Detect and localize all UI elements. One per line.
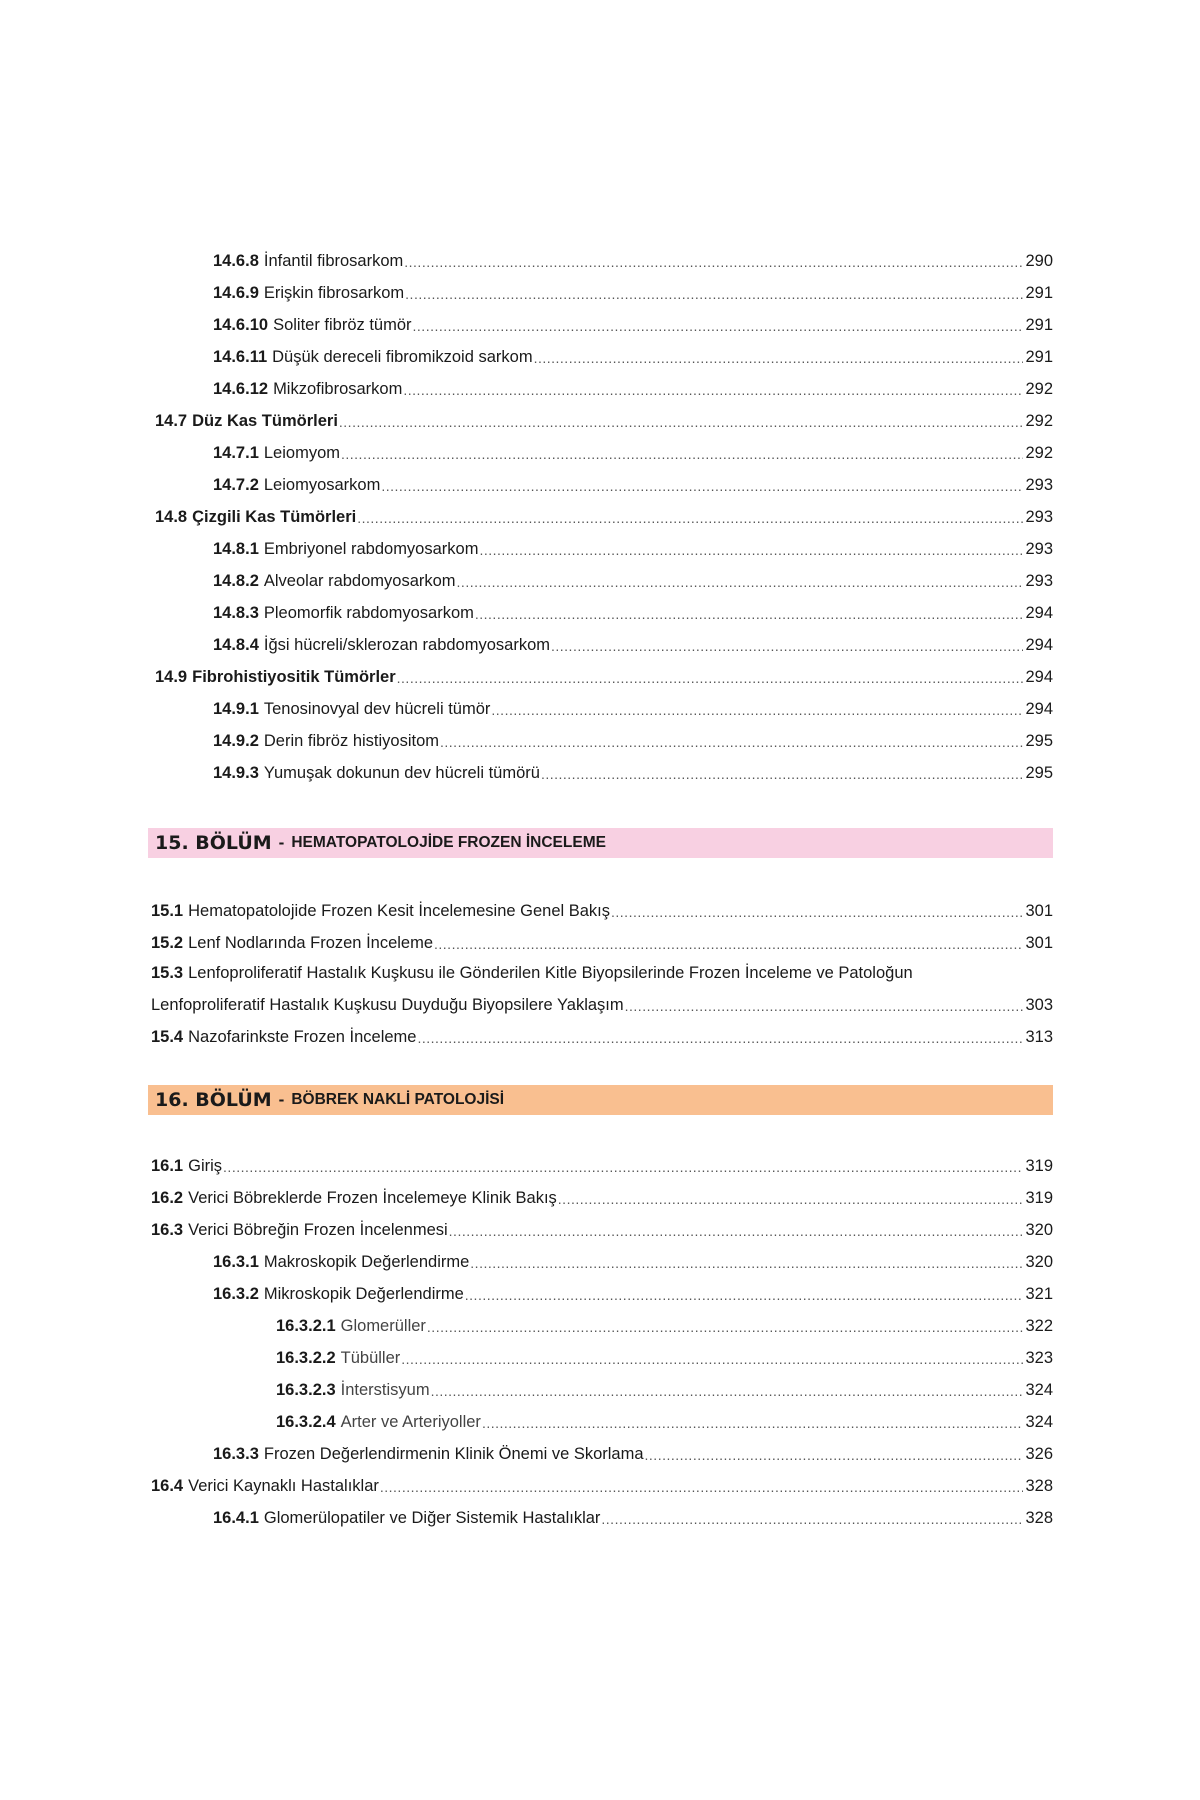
- leader-dots: [417, 1028, 1023, 1048]
- toc-entry-page: 295: [1025, 732, 1053, 750]
- toc-entry-number: 14.7.1: [213, 444, 259, 462]
- leader-dots: [541, 764, 1024, 784]
- toc-entry-title: Leiomyosarkom: [263, 476, 381, 494]
- toc-entry-number: 14.8.2: [213, 572, 259, 590]
- leader-dots: [491, 700, 1023, 720]
- toc-entry-number: 14.6.12: [213, 380, 269, 398]
- toc-entry-page: 295: [1025, 764, 1053, 782]
- toc-entry-number: 16.3.3: [213, 1445, 259, 1463]
- toc-entry-number: 16.4.1: [213, 1509, 259, 1527]
- toc-entry-page: 328: [1025, 1509, 1053, 1527]
- toc-entry-number: 16.3.2: [213, 1285, 259, 1303]
- chapter-number: 15. BÖLÜM: [155, 832, 272, 854]
- leader-dots: [223, 1157, 1023, 1177]
- toc-entry-title: Frozen Değerlendirmenin Klinik Önemi ve Skorlama: [263, 1445, 644, 1463]
- leader-dots: [601, 1509, 1023, 1529]
- toc-entry-number: 14.8.4: [213, 636, 259, 654]
- toc-entry[interactable]: [213, 568, 1053, 592]
- toc-entry-page: 324: [1025, 1381, 1053, 1399]
- leader-dots: [405, 284, 1023, 304]
- toc-entry-page: 323: [1025, 1349, 1053, 1367]
- toc-entry[interactable]: [213, 600, 1053, 624]
- toc-entry[interactable]: [213, 472, 1053, 496]
- toc-entry-page: 292: [1025, 444, 1053, 462]
- leader-dots: [339, 412, 1024, 432]
- toc-entry-number: 15.3: [151, 964, 184, 982]
- toc-entry-page: 301: [1025, 934, 1053, 952]
- toc-entry-number: 16.3.2.2: [276, 1349, 336, 1367]
- leader-dots: [482, 1413, 1024, 1433]
- toc-entry-page: 292: [1025, 412, 1053, 430]
- toc-entry[interactable]: [276, 1409, 1053, 1433]
- chapter-dash: -: [278, 1090, 285, 1109]
- toc-entry-number: 14.8: [155, 508, 188, 526]
- leader-dots: [381, 476, 1023, 496]
- toc-entry[interactable]: [213, 312, 1053, 336]
- toc-entry[interactable]: [213, 1505, 1053, 1529]
- toc-entry-title: Mikroskopik Değerlendirme: [263, 1285, 464, 1303]
- toc-entry-page: 328: [1025, 1477, 1053, 1495]
- toc-entry-title: İnfantil fibrosarkom: [263, 252, 404, 270]
- toc-entry-page: 293: [1025, 572, 1053, 590]
- leader-dots: [475, 604, 1024, 624]
- toc-entry[interactable]: [276, 1377, 1053, 1401]
- leader-dots: [534, 348, 1024, 368]
- toc-entry-title: Embriyonel rabdomyosarkom: [263, 540, 479, 558]
- toc-entry-title: Hematopatolojide Frozen Kesit İncelemesine Genel Bakış: [188, 902, 611, 920]
- toc-entry-title: Glomerülopatiler ve Diğer Sistemik Hastalıklar: [263, 1509, 601, 1527]
- toc-entry-number: 14.6.10: [213, 316, 269, 334]
- toc-entry-title: Verici Böbreğin Frozen İncelenmesi: [188, 1221, 448, 1239]
- toc-entry-page: 313: [1025, 1028, 1053, 1046]
- chapter-title: HEMATOPATOLOJİDE FROZEN İNCELEME: [291, 834, 606, 851]
- toc-entry-number: 14.8.3: [213, 604, 259, 622]
- leader-dots: [434, 934, 1023, 954]
- toc-entry-page: 293: [1025, 476, 1053, 494]
- leader-dots: [470, 1253, 1023, 1273]
- leader-dots: [404, 252, 1023, 272]
- toc-entry-title: Çizgili Kas Tümörleri: [192, 508, 357, 526]
- toc-entry-page: 321: [1025, 1285, 1053, 1303]
- toc-entry-title: Soliter fibröz tümör: [273, 316, 412, 334]
- toc-entry[interactable]: [213, 344, 1053, 368]
- toc-entry-number: 14.9.2: [213, 732, 259, 750]
- toc-entry-page: 291: [1025, 316, 1053, 334]
- leader-dots: [465, 1285, 1024, 1305]
- toc-entry-title: Glomerüller: [340, 1317, 426, 1335]
- toc-entry-page: 303: [1025, 996, 1053, 1014]
- toc-entry[interactable]: [213, 760, 1053, 784]
- toc-entry-page: 292: [1025, 380, 1053, 398]
- toc-entry-page: 319: [1025, 1189, 1053, 1207]
- toc-entry[interactable]: [155, 408, 1053, 432]
- toc-entry[interactable]: [213, 440, 1053, 464]
- toc-entry-number: 16.3.2.4: [276, 1413, 336, 1431]
- leader-dots: [449, 1221, 1024, 1241]
- leader-dots: [551, 636, 1023, 656]
- toc-entry[interactable]: [213, 536, 1053, 560]
- toc-entry-number: 14.6.11: [213, 348, 268, 366]
- toc-entry[interactable]: [213, 696, 1053, 720]
- toc-entry-number: 14.7: [155, 412, 188, 430]
- toc-entry-page: 290: [1025, 252, 1053, 270]
- toc-entry[interactable]: [213, 376, 1053, 400]
- toc-entry-page: 294: [1025, 700, 1053, 718]
- toc-entry-title: Pleomorfik rabdomyosarkom: [263, 604, 474, 622]
- toc-entry-page: 326: [1025, 1445, 1053, 1463]
- toc-entry-title-continued: Lenfoproliferatif Hastalık Kuşkusu Duyduğu Biyopsilere Yaklaşım: [151, 996, 624, 1014]
- toc-entry-title: Mikzofibrosarkom: [273, 380, 403, 398]
- toc-entry-title: Makroskopik Değerlendirme: [263, 1253, 470, 1271]
- toc-entry[interactable]: [151, 992, 1053, 1016]
- toc-entry-title: Tenosinovyal dev hücreli tümör: [263, 700, 491, 718]
- toc-entry-title: Alveolar rabdomyosarkom: [263, 572, 456, 590]
- toc-entry-title: Düz Kas Tümörleri: [192, 412, 338, 430]
- toc-entry-number: 14.9.1: [213, 700, 259, 718]
- leader-dots: [645, 1445, 1024, 1465]
- toc-entry-title: Giriş: [188, 1157, 223, 1175]
- toc-entry-number: 16.3: [151, 1221, 184, 1239]
- toc-entry-number: 15.1: [151, 902, 184, 920]
- toc-entry-page: 293: [1025, 508, 1053, 526]
- toc-entry-page: 301: [1025, 902, 1053, 920]
- toc-entry[interactable]: [155, 664, 1053, 688]
- leader-dots: [611, 902, 1023, 922]
- toc-entry-page: 319: [1025, 1157, 1053, 1175]
- leader-dots: [401, 1349, 1023, 1369]
- leader-dots: [440, 732, 1023, 752]
- toc-entry-title: Lenfoproliferatif Hastalık Kuşkusu ile Gönderilen Kitle Biyopsilerinde Frozen İnceleme ve Patoloğun: [188, 964, 913, 982]
- toc-entry-number: 14.6.9: [213, 284, 259, 302]
- toc-entry-page: 291: [1025, 348, 1053, 366]
- leader-dots: [397, 668, 1024, 688]
- toc-entry-title: Nazofarinkste Frozen İnceleme: [188, 1028, 417, 1046]
- toc-entry-title: Derin fibröz histiyositom: [263, 732, 440, 750]
- toc-entry[interactable]: [213, 248, 1053, 272]
- toc-entry-number: 16.4: [151, 1477, 184, 1495]
- toc-entry[interactable]: [155, 504, 1053, 528]
- toc-entry[interactable]: [151, 1217, 1053, 1241]
- toc-entry-number: 16.3.1: [213, 1253, 259, 1271]
- toc-entry-page: 320: [1025, 1221, 1053, 1239]
- toc-entry-number: 16.3.2.3: [276, 1381, 336, 1399]
- toc-entry[interactable]: [276, 1313, 1053, 1337]
- toc-entry[interactable]: [213, 1249, 1053, 1273]
- toc-entry[interactable]: [151, 898, 1053, 922]
- toc-entry[interactable]: [151, 1473, 1053, 1497]
- toc-entry-number: 16.3.2.1: [276, 1317, 336, 1335]
- toc-entry-first-line[interactable]: [151, 962, 1051, 986]
- toc-entry-number: 16.2: [151, 1189, 184, 1207]
- toc-entry-page: 324: [1025, 1413, 1053, 1431]
- toc-entry[interactable]: [213, 1281, 1053, 1305]
- toc-entry-title: Leiomyom: [263, 444, 340, 462]
- leader-dots: [427, 1317, 1024, 1337]
- toc-entry-page: 294: [1025, 668, 1053, 686]
- toc-entry-title: Erişkin fibrosarkom: [263, 284, 405, 302]
- toc-entry-page: 322: [1025, 1317, 1053, 1335]
- leader-dots: [479, 540, 1023, 560]
- toc-entry-title: Yumuşak dokunun dev hücreli tümörü: [263, 764, 540, 782]
- toc-entry-title: Düşük dereceli fibromikzoid sarkom: [272, 348, 533, 366]
- toc-entry-number: 16.1: [151, 1157, 184, 1175]
- toc-entry-page: 320: [1025, 1253, 1053, 1271]
- toc-entry[interactable]: [213, 280, 1053, 304]
- toc-entry-title: Verici Kaynaklı Hastalıklar: [188, 1477, 379, 1495]
- toc-entry-number: 14.8.1: [213, 540, 259, 558]
- toc-entry[interactable]: [151, 930, 1053, 954]
- leader-dots: [457, 572, 1024, 592]
- toc-entry-page: 291: [1025, 284, 1053, 302]
- toc-entry-page: 294: [1025, 636, 1053, 654]
- toc-entry-number: 14.6.8: [213, 252, 259, 270]
- leader-dots: [558, 1189, 1024, 1209]
- chapter-number: 16. BÖLÜM: [155, 1089, 272, 1111]
- toc-entry-title: İğsi hücreli/sklerozan rabdomyosarkom: [263, 636, 550, 654]
- leader-dots: [403, 380, 1023, 400]
- toc-entry-title: Lenf Nodlarında Frozen İnceleme: [188, 934, 434, 952]
- toc-entry-title: Verici Böbreklerde Frozen İncelemeye Klinik Bakış: [188, 1189, 557, 1207]
- toc-entry[interactable]: [213, 728, 1053, 752]
- leader-dots: [413, 316, 1024, 336]
- toc-entry-title: Arter ve Arteriyoller: [340, 1413, 481, 1431]
- toc-entry[interactable]: [276, 1345, 1053, 1369]
- chapter-15-banner[interactable]: [148, 828, 1053, 858]
- toc-entry[interactable]: [151, 1153, 1053, 1177]
- toc-entry-page: 293: [1025, 540, 1053, 558]
- chapter-16-banner[interactable]: [148, 1085, 1053, 1115]
- toc-entry-number: 15.4: [151, 1028, 184, 1046]
- toc-entry[interactable]: [151, 1024, 1053, 1048]
- toc-entry-number: 15.2: [151, 934, 184, 952]
- leader-dots: [431, 1381, 1024, 1401]
- chapter-dash: -: [278, 833, 285, 852]
- toc-entry-number: 14.9: [155, 668, 188, 686]
- toc-entry-title: İnterstisyum: [340, 1381, 430, 1399]
- chapter-title: BÖBREK NAKLİ PATOLOJİSİ: [291, 1091, 505, 1108]
- leader-dots: [625, 996, 1024, 1016]
- toc-entry-number: 14.9.3: [213, 764, 259, 782]
- toc-entry-number: 14.7.2: [213, 476, 259, 494]
- toc-entry[interactable]: [213, 632, 1053, 656]
- leader-dots: [357, 508, 1023, 528]
- toc-entry-title: Tübüller: [340, 1349, 401, 1367]
- toc-entry-title: Fibrohistiyositik Tümörler: [192, 668, 396, 686]
- toc-entry[interactable]: [151, 1185, 1053, 1209]
- toc-entry-page: 294: [1025, 604, 1053, 622]
- toc-entry[interactable]: [213, 1441, 1053, 1465]
- leader-dots: [341, 444, 1023, 464]
- leader-dots: [380, 1477, 1024, 1497]
